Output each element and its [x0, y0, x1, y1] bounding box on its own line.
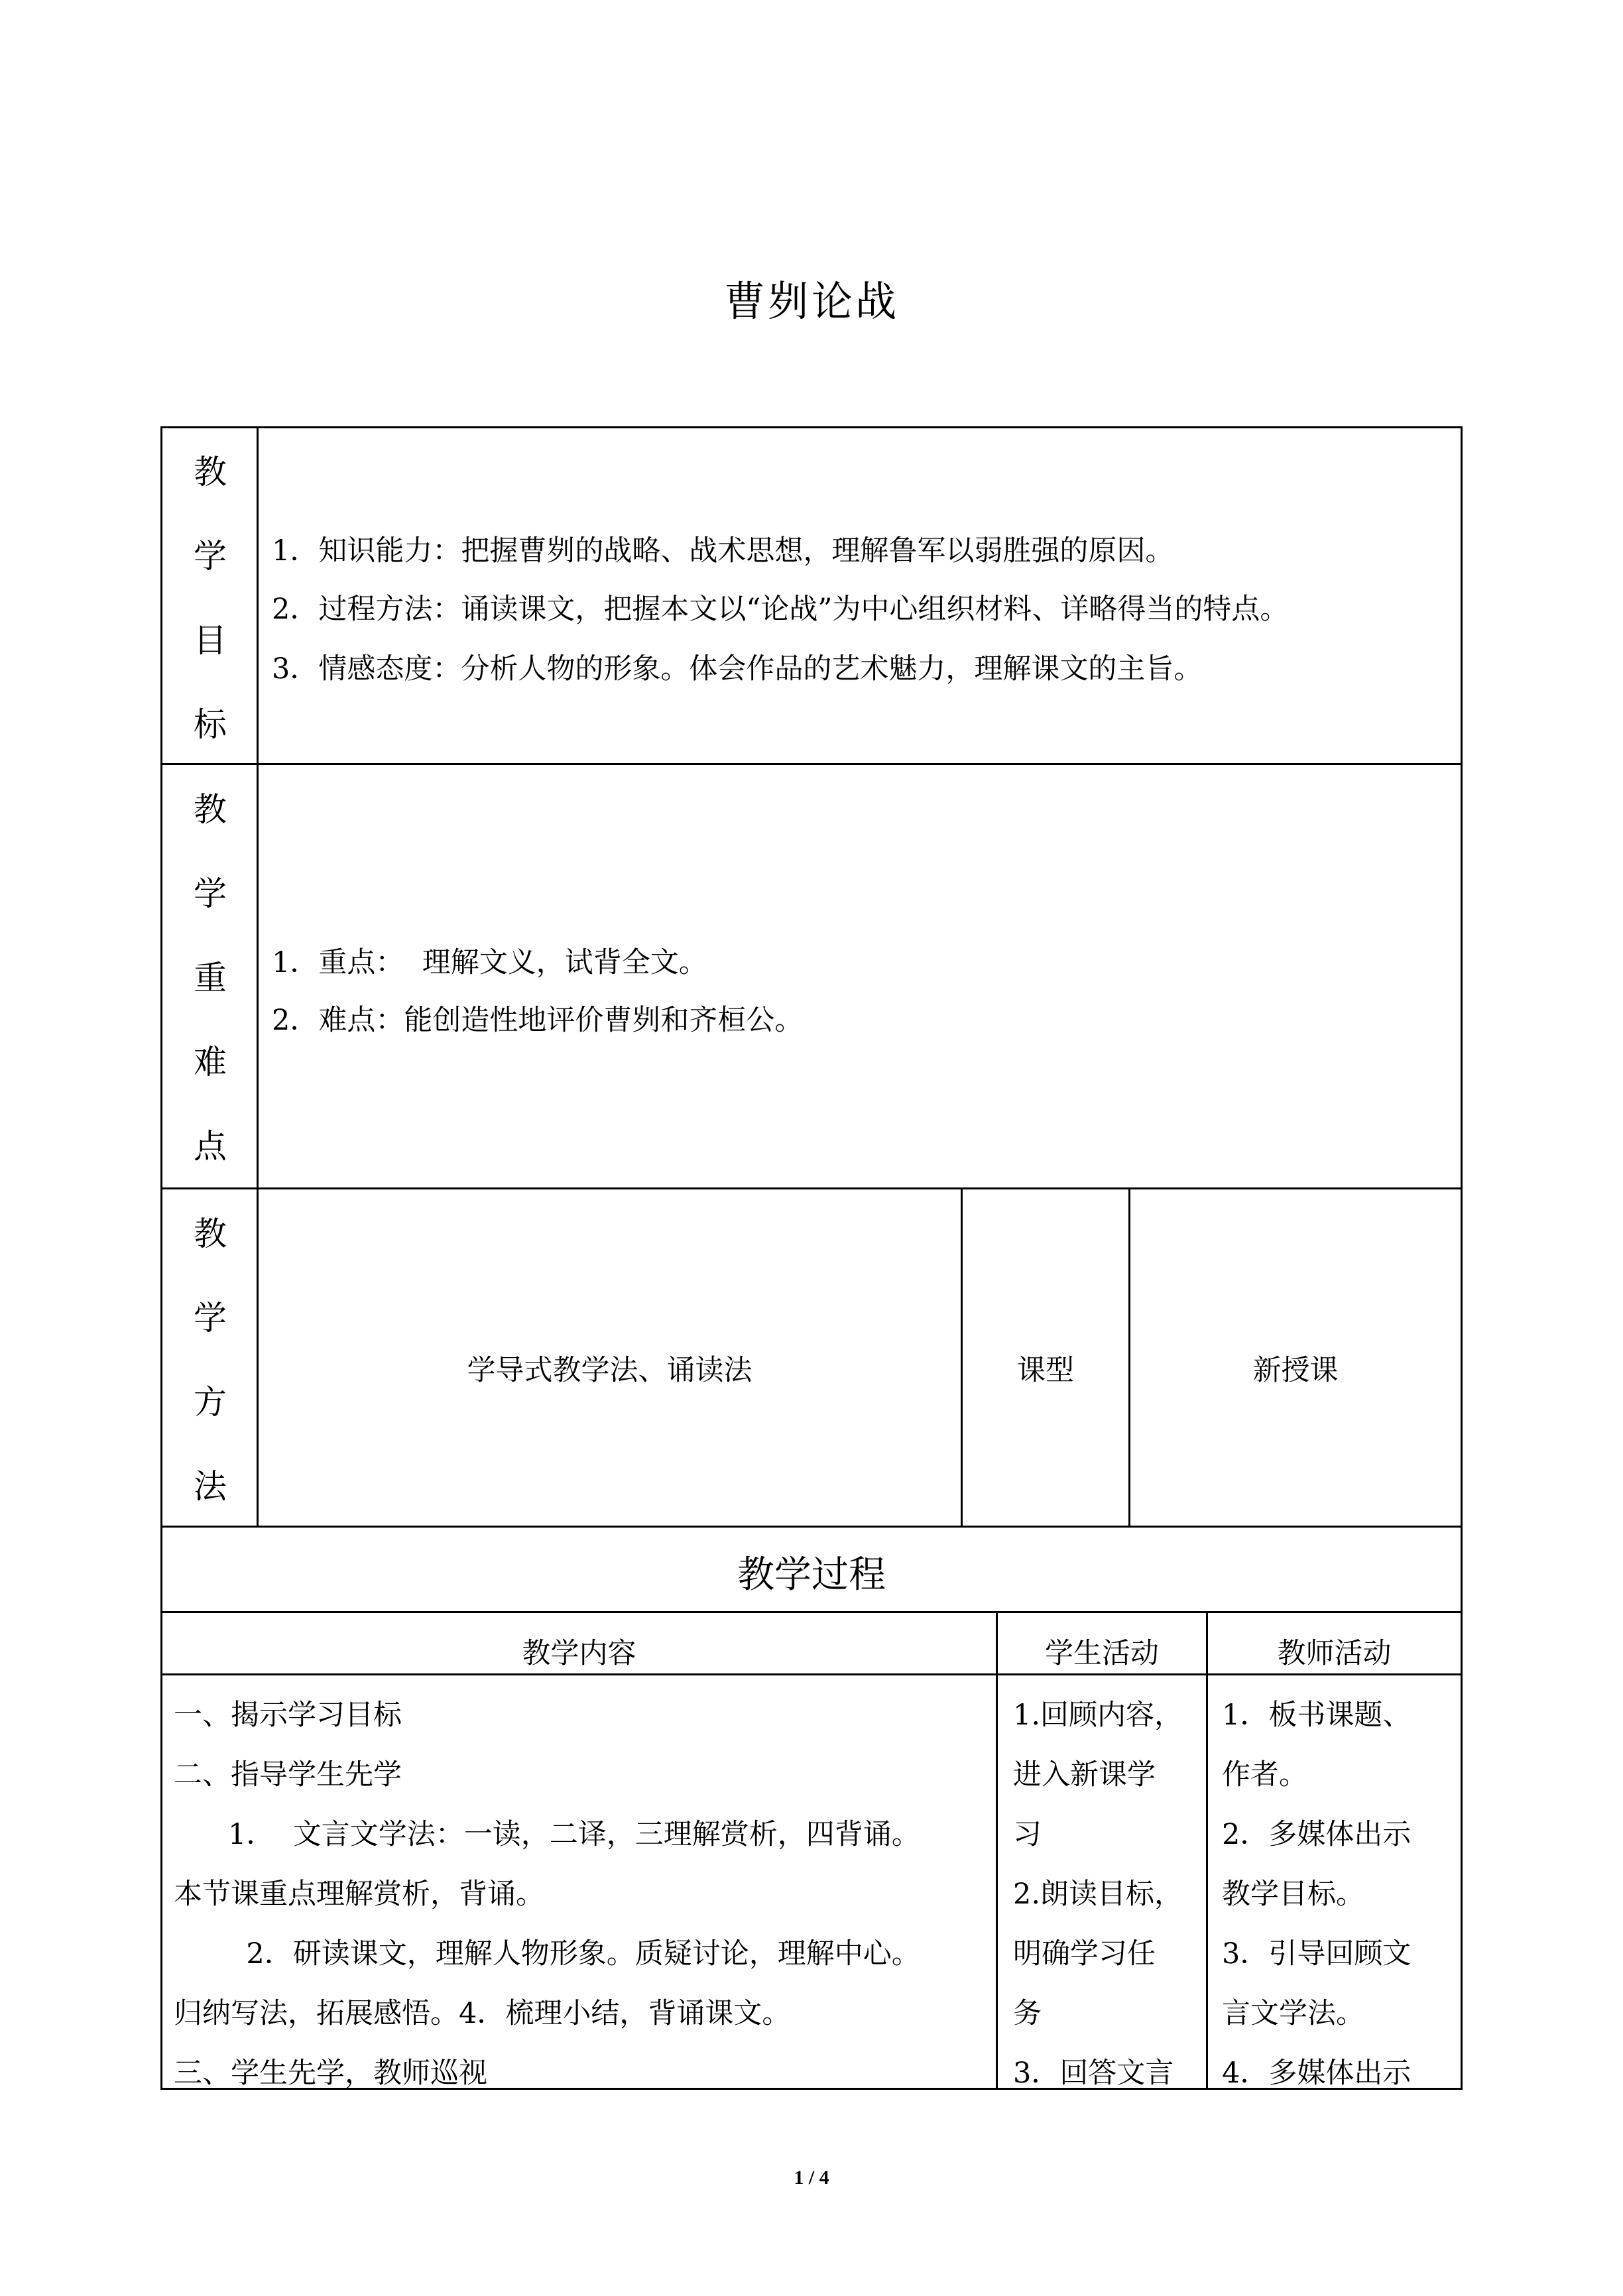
objective-item: 1．知识能力：把握曹刿的战略、战术思想，理解鲁军以弱胜强的原因。 — [272, 534, 1174, 568]
methods-value: 学导式教学法、诵读法 — [467, 1354, 752, 1387]
content-line: 二、指导学生先学 — [174, 1758, 402, 1791]
content-line: 归纳写法，拓展感悟。4．梳理小结，背诵课文。 — [174, 1997, 791, 2030]
student-line: 进入新课学 — [1013, 1758, 1156, 1791]
column-header-content: 教学内容 — [522, 1637, 636, 1670]
teacher-line: 作者。 — [1222, 1758, 1307, 1791]
key-point-item: 2．难点：能创造性地评价曹刿和齐桓公。 — [272, 1004, 804, 1037]
lesson-type-value: 新授课 — [1252, 1354, 1339, 1387]
lesson-type-label: 课型 — [1017, 1354, 1074, 1387]
student-line: 1.回顾内容， — [1013, 1699, 1183, 1732]
teacher-line: 教学目标。 — [1222, 1878, 1364, 1911]
student-line: 2.朗读目标， — [1013, 1878, 1183, 1911]
teacher-line: 1．板书课题、 — [1222, 1699, 1412, 1732]
student-line: 务 — [1013, 1997, 1042, 2030]
student-line: 习 — [1013, 1818, 1042, 1851]
content-line: 三、学生先学，教师巡视 — [174, 2057, 487, 2090]
page-title: 曹刿论战 — [723, 277, 899, 326]
process-heading: 教学过程 — [737, 1553, 886, 1597]
teacher-line: 2．多媒体出示 — [1222, 1818, 1412, 1851]
page-number: 1 / 4 — [794, 2167, 829, 2189]
key-points-label: 教 学 重 难 点 — [194, 790, 227, 1166]
objective-item: 3．情感态度：分析人物的形象。体会作品的艺术魅力，理解课文的主旨。 — [272, 652, 1203, 686]
student-line: 3．回答文言 — [1013, 2057, 1174, 2090]
methods-label: 教 学 方 法 — [194, 1215, 227, 1506]
objective-item: 2．过程方法：诵读课文，把握本文以“论战”为中心组织材料、详略得当的特点。 — [272, 593, 1289, 626]
content-line: 2．研读课文，理解人物形象。质疑讨论，理解中心。 — [174, 1937, 920, 1970]
column-header-teacher: 教师活动 — [1277, 1637, 1392, 1670]
content-line: 本节课重点理解赏析，背诵。 — [174, 1878, 544, 1911]
teacher-line: 4．多媒体出示 — [1222, 2057, 1412, 2090]
objectives-label: 教 学 目 标 — [194, 453, 227, 744]
content-line: 1． 文言文学法：一读，二译，三理解赏析，四背诵。 — [174, 1818, 920, 1851]
content-line: 一、揭示学习目标 — [174, 1699, 402, 1732]
key-point-item: 1．重点： 理解文义，试背全文。 — [272, 946, 707, 979]
teacher-line: 言文学法。 — [1222, 1997, 1364, 2030]
student-line: 明确学习任 — [1013, 1937, 1156, 1970]
column-header-student: 学生活动 — [1045, 1637, 1159, 1670]
teacher-line: 3．引导回顾文 — [1222, 1937, 1412, 1970]
